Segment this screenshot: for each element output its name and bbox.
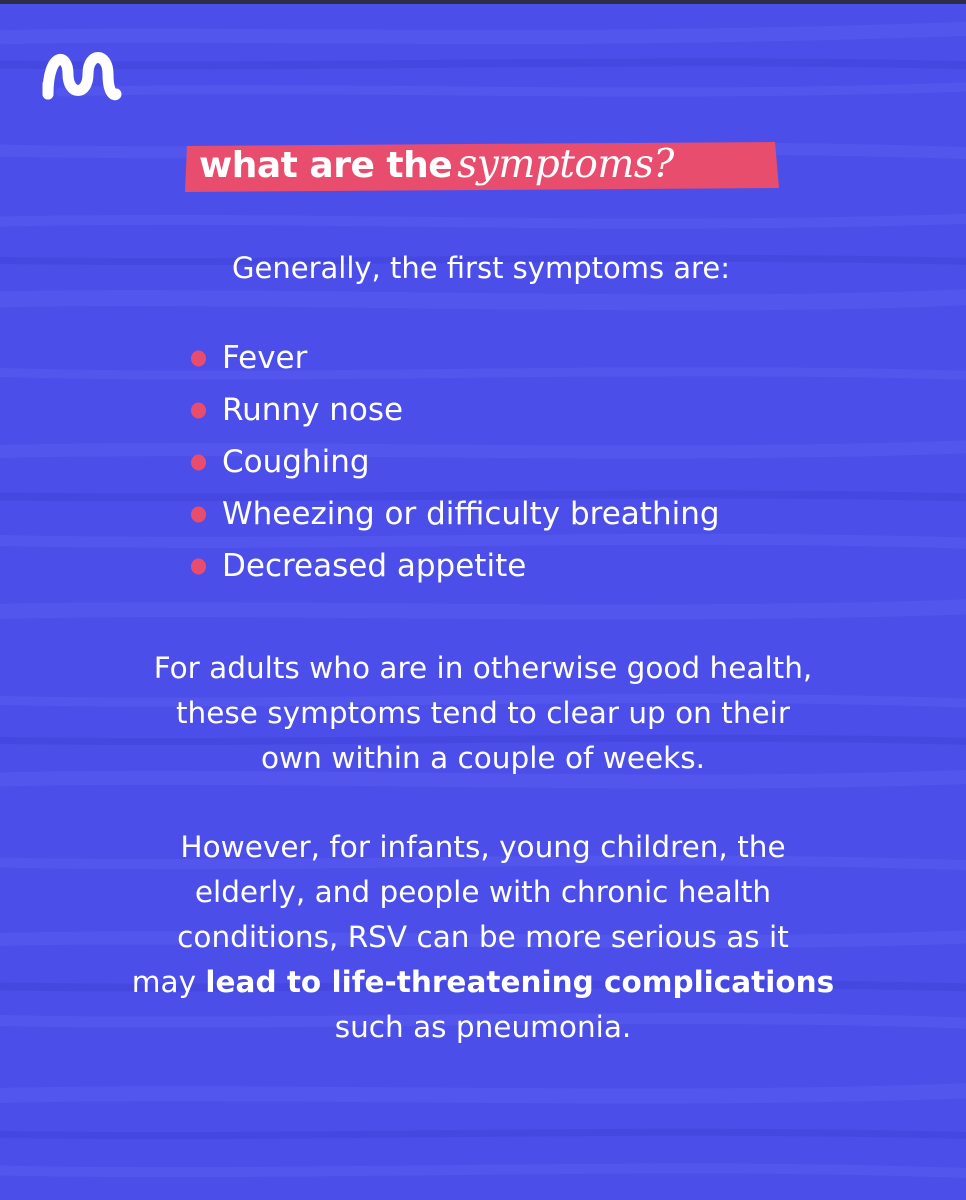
intro-text: Generally, the first symptoms are: [232, 251, 730, 285]
bullet-dot-icon [190, 350, 207, 367]
paragraph-text: may [131, 965, 206, 999]
bullet-dot-icon [190, 506, 207, 523]
list-item [190, 540, 720, 592]
list-item [190, 436, 720, 488]
paragraph-line: elderly, and people with chronic health [194, 875, 772, 909]
paragraph-line: own within a couple of weeks. [260, 741, 706, 775]
list-item [190, 332, 720, 384]
section-heading [183, 140, 674, 196]
paragraph-line: conditions, RSV can be more serious as it [177, 920, 789, 954]
paragraph-line: these symptoms tend to clear up on their [175, 696, 790, 730]
list-item [190, 488, 720, 540]
symptom-label: Wheezing or difficulty breathing [222, 496, 720, 532]
symptom-label: Runny nose [222, 392, 404, 428]
symptom-label: Decreased appetite [222, 548, 527, 584]
abc-logo-icon [40, 44, 124, 106]
bullet-dot-icon [190, 558, 207, 575]
paragraph-line: For adults who are in otherwise good health, [153, 651, 813, 685]
symptom-label: Fever [222, 340, 308, 376]
paragraph-line: However, for infants, young children, the [180, 830, 786, 864]
bullet-dot-icon [190, 402, 207, 419]
emphasis-text: lead to life-threatening complications [205, 965, 835, 999]
heading-bold-text: what are the [199, 144, 453, 186]
paragraph-line [0, 960, 966, 1005]
paragraph-line: such as pneumonia. [334, 1010, 632, 1044]
high-risk-paragraph [0, 825, 966, 1050]
symptom-list [190, 332, 720, 592]
bullet-dot-icon [190, 454, 207, 471]
adults-paragraph [0, 646, 966, 781]
list-item [190, 384, 720, 436]
symptom-label: Coughing [222, 444, 370, 480]
heading-italic-text: symptoms? [457, 141, 674, 187]
